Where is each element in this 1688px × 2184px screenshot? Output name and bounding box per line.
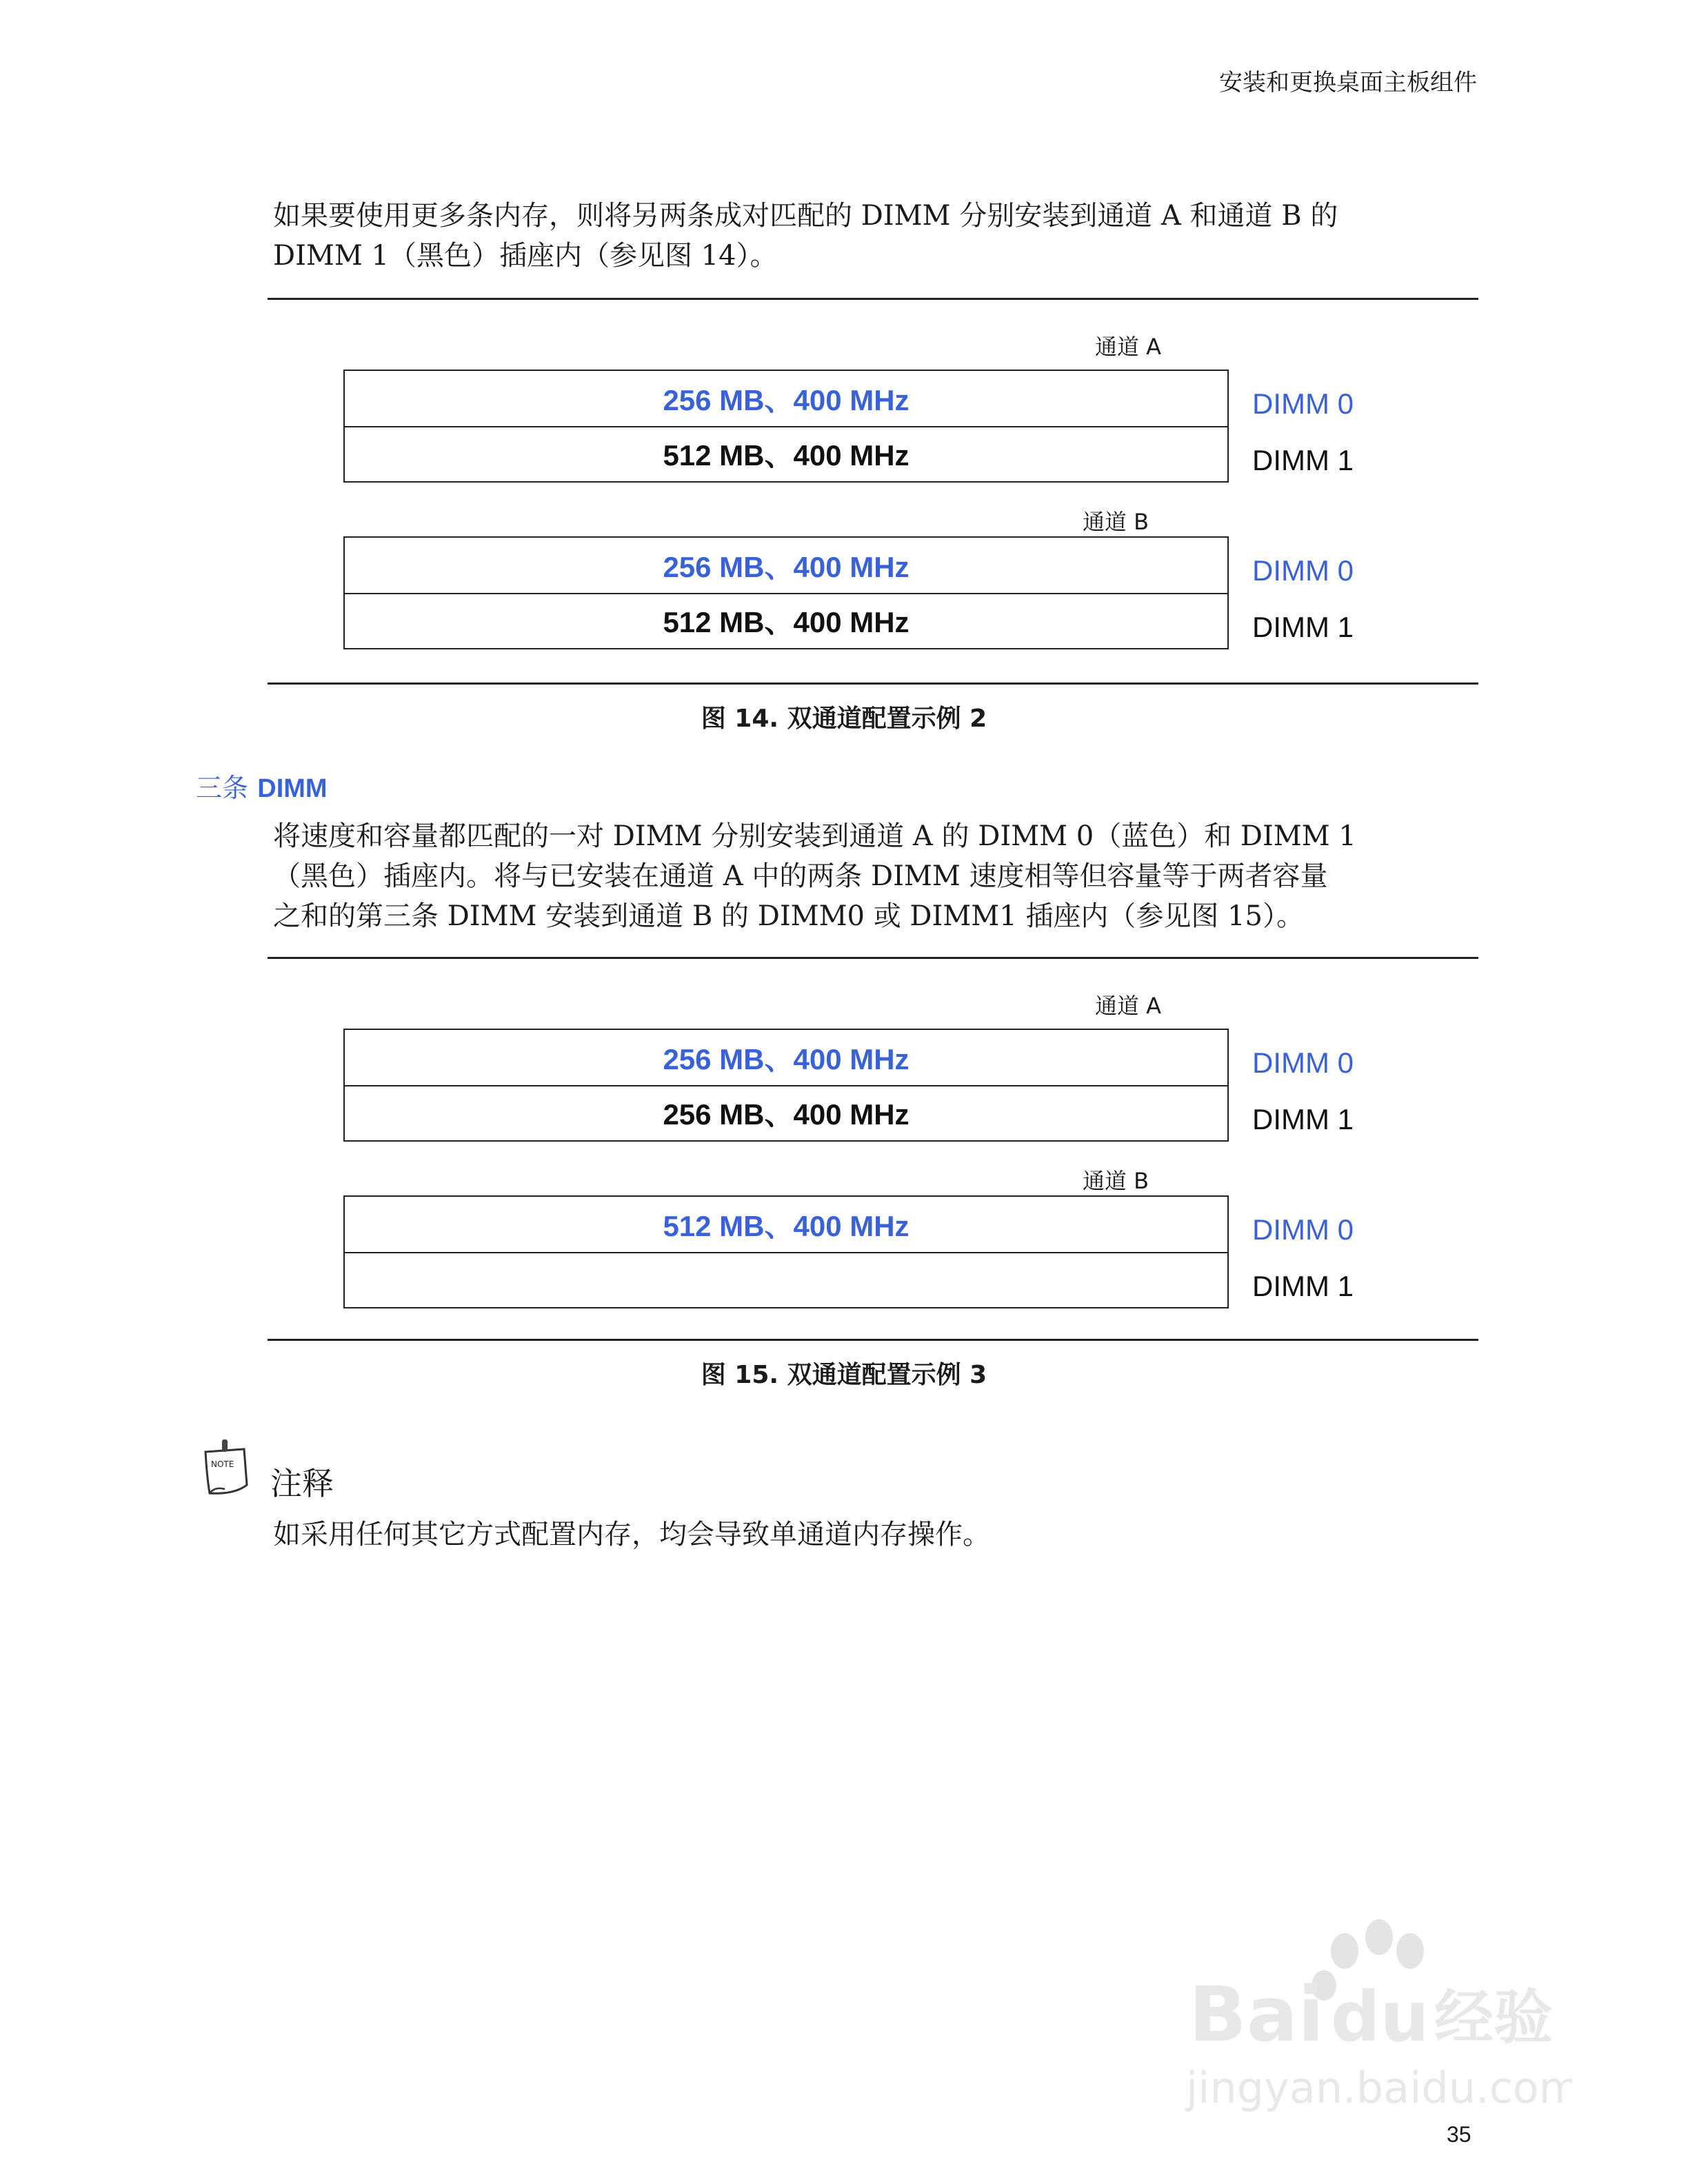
watermark-brand-2: du: [1331, 1976, 1429, 2057]
section-line-3: 之和的第三条 DIMM 安装到通道 B 的 DIMM0 或 DIMM1 插座内（参见图 15）。: [273, 900, 1304, 932]
note-title: 注释: [270, 1465, 334, 1502]
figure-15-title: 双通道配置示例 3: [787, 1361, 987, 1389]
fig14-b-dimm0-slot: 256 MB、400 MHz: [345, 538, 1227, 594]
page-number: 35: [1447, 2122, 1471, 2147]
fig14-a-dimm1-label: DIMM 1: [1252, 444, 1354, 476]
baidu-watermark: [1172, 1903, 1572, 2130]
fig14-b-dimm0-label: DIMM 0: [1252, 554, 1354, 587]
fig14-channel-b-label: 通道 B: [1083, 509, 1149, 535]
watermark-suffix: 经验: [1434, 1983, 1553, 2052]
fig15-a-dimm0-slot: 256 MB、400 MHz: [345, 1030, 1227, 1086]
fig15-b-dimm1-label: DIMM 1: [1252, 1270, 1354, 1302]
fig14-a-dimm0-slot: 256 MB、400 MHz: [345, 371, 1227, 427]
figure-15-caption: [0, 1355, 1688, 1391]
fig14-a-dimm0-label: DIMM 0: [1252, 387, 1354, 420]
fig14-channel-a-box: [343, 370, 1229, 483]
watermark-url: jingyan.baidu.com: [1186, 2063, 1572, 2113]
section-heading-suffix: DIMM: [257, 774, 328, 803]
section-line-1: 将速度和容量都匹配的一对 DIMM 分别安装到通道 A 的 DIMM 0（蓝色）和 DIMM 1: [273, 820, 1356, 852]
intro-line-1: 如果要使用更多条内存，则将另两条成对匹配的 DIMM 分别安装到通道 A 和通道 B 的: [273, 200, 1338, 232]
figure-15-top-rule: [268, 957, 1478, 959]
fig15-a-dimm0-label: DIMM 0: [1252, 1046, 1354, 1079]
figure-14-number: 图 14.: [701, 705, 779, 733]
fig14-channel-b-box: [343, 536, 1229, 649]
note-icon: [200, 1435, 252, 1502]
fig14-b-dimm1-label: DIMM 1: [1252, 611, 1354, 643]
watermark-brand: Bai: [1189, 1970, 1324, 2059]
fig15-b-dimm0-slot: 512 MB、400 MHz: [345, 1197, 1227, 1253]
fig15-b-dimm1-slot: [345, 1252, 1227, 1307]
fig14-b-dimm1-slot: 512 MB、400 MHz: [663, 606, 910, 638]
fig15-channel-a-box: [343, 1029, 1229, 1142]
fig15-channel-b-box: [343, 1195, 1229, 1308]
note-icon-text: NOTE: [211, 1459, 234, 1469]
fig14-channel-a-label: 通道 A: [1095, 334, 1162, 360]
fig15-b-dimm0-label: DIMM 0: [1252, 1213, 1354, 1246]
section-paragraph: [273, 816, 1356, 936]
fig15-channel-a-label: 通道 A: [1095, 993, 1162, 1019]
note-body: 如采用任何其它方式配置内存，均会导致单通道内存操作。: [273, 1519, 990, 1550]
section-line-2: （黑色）插座内。将与已安装在通道 A 中的两条 DIMM 速度相等但容量等于两者容量: [273, 860, 1328, 892]
fig14-a-dimm1-slot: 512 MB、400 MHz: [663, 439, 910, 472]
figure-14-title: 双通道配置示例 2: [787, 705, 987, 733]
section-heading-prefix: 三条: [196, 773, 249, 803]
running-header: 安装和更换桌面主板组件: [1219, 69, 1477, 97]
figure-14-top-rule: [268, 298, 1478, 300]
figure-15-number: 图 15.: [701, 1361, 779, 1389]
fig15-a-dimm1-label: DIMM 1: [1252, 1103, 1354, 1135]
fig15-a-dimm1-slot: 256 MB、400 MHz: [663, 1098, 910, 1131]
intro-line-2: DIMM 1（黑色）插座内（参见图 14）。: [273, 240, 778, 272]
section-heading-three-dimm: [196, 767, 328, 805]
figure-14-bottom-rule: [268, 682, 1478, 685]
figure-15-bottom-rule: [268, 1339, 1478, 1341]
fig15-channel-b-label: 通道 B: [1083, 1168, 1149, 1194]
intro-paragraph: [273, 196, 1338, 276]
figure-14-caption: [0, 699, 1688, 734]
